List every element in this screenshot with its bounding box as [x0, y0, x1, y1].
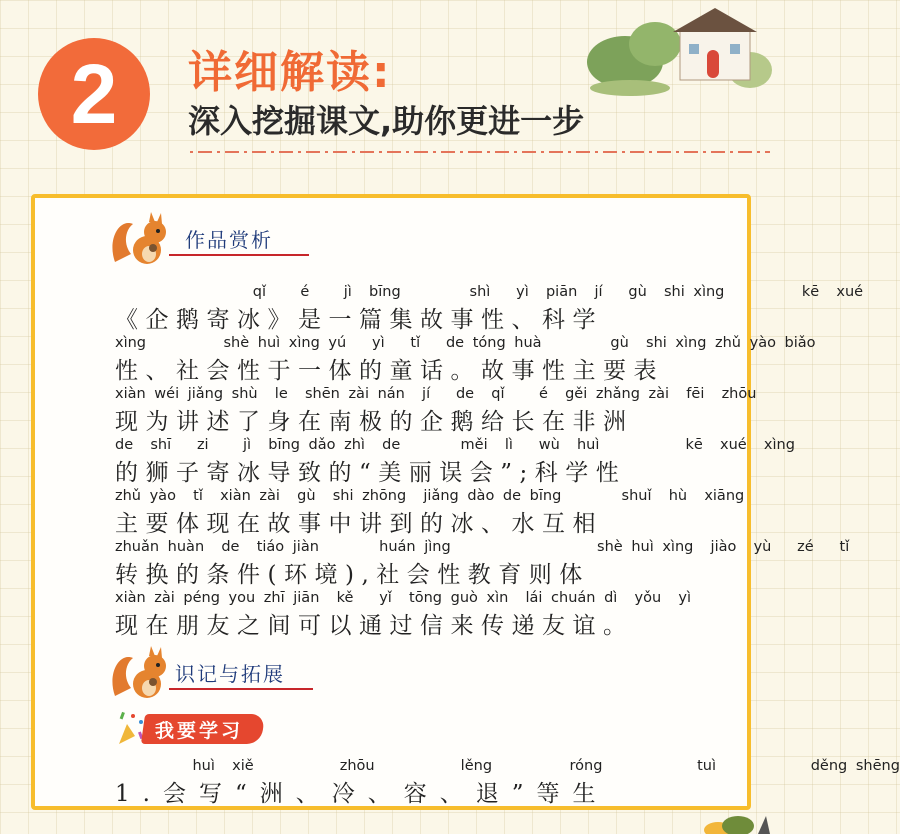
chinese-line: 主要体现在故事中讲到的冰、水互相	[115, 511, 603, 537]
badge-number: 2	[38, 38, 150, 150]
pinyin-line: huì xiě zhōu lěng róng tuì děng shēng	[115, 758, 900, 774]
text-line	[115, 284, 864, 335]
pinyin-line: qǐ é jì bīng shì yì piān jí gù shi xìng kē xué	[115, 284, 864, 300]
extension-text	[115, 758, 900, 809]
text-line	[115, 590, 692, 641]
section-label-appreciation: 作品赏析	[185, 228, 273, 252]
pinyin-line: zhǔ yào tǐ xiàn zài gù shi zhōng jiǎng dào de bīng shuǐ hù xiāng	[115, 488, 745, 504]
pinyin-line: zhuǎn huàn de tiáo jiàn huán jìng shè huì xìng jiào yù zé tǐ	[115, 539, 850, 555]
page-subtitle: 深入挖掘课文,助你更进一步	[188, 102, 585, 140]
text-line	[115, 335, 816, 386]
section-header-extension	[109, 644, 409, 704]
reading-card	[31, 194, 900, 810]
pinyin-line: xìng shè huì xìng yú yì tǐ de tóng huà gù shi xìng zhǔ yào biǎo	[115, 335, 816, 351]
pinyin-line: de shī zi jì bīng dǎo zhì de měi lì wù huì kē xué xìng	[115, 437, 795, 453]
chinese-line: 1.会写“洲、冷、容、退”等生	[115, 781, 609, 807]
section-number-badge	[38, 38, 150, 150]
chinese-line: 转换的条件(环境),社会性教育则体	[115, 562, 590, 588]
duck-illustration	[688, 812, 778, 834]
pinyin-line: xiàn zài péng you zhī jiān kě yǐ tōng guò xìn lái chuán dì yǒu yì	[115, 590, 692, 606]
squirrel-icon	[109, 644, 173, 702]
decorative-divider	[190, 148, 770, 156]
pinyin-line: xiàn wéi jiǎng shù le shēn zài nán jí de qǐ é gěi zhǎng zài fēi zhōu	[115, 386, 757, 402]
text-line	[115, 386, 757, 437]
chinese-line: 现在朋友之间可以通过信来传递友谊。	[115, 613, 634, 639]
text-line	[115, 758, 900, 809]
tag-label: 我要学习	[155, 720, 244, 742]
chinese-line: 现为讲述了身在南极的企鹅给长在非洲	[115, 409, 634, 435]
section-label-extension: 识记与拓展	[175, 662, 285, 686]
section-underline	[169, 254, 309, 256]
page-title: 详细解读:	[188, 47, 392, 98]
appreciation-text	[115, 284, 864, 641]
learning-tag	[113, 708, 273, 748]
text-line	[115, 488, 745, 539]
chinese-line: 性、社会性于一体的童话。故事性主要表	[115, 358, 664, 384]
section-underline	[169, 688, 313, 690]
chinese-line: 的狮子寄冰导致的“美丽误会”;科学性	[115, 460, 627, 486]
text-line	[115, 539, 850, 590]
chinese-line: 《企鹅寄冰》是一篇集故事性、科学	[115, 307, 603, 333]
section-header-appreciation	[109, 210, 389, 270]
text-line	[115, 437, 795, 488]
house-illustration	[585, 0, 775, 100]
squirrel-icon	[109, 210, 173, 268]
